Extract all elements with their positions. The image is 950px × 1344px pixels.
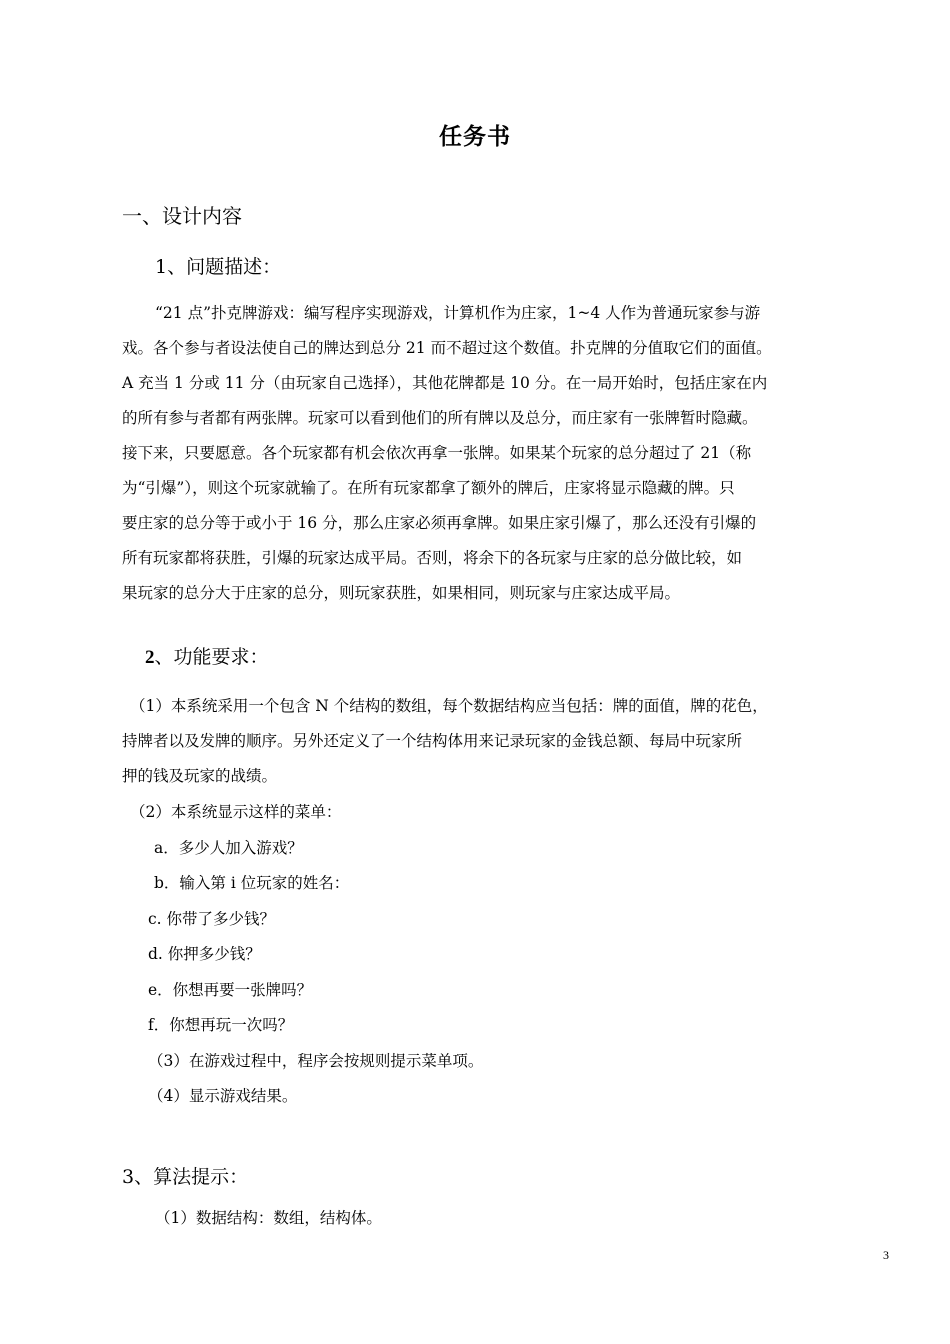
paragraph-line: 戏。各个参与者设法使自己的牌达到总分 21 而不超过这个数值。扑克牌的分值取它们的面值。	[122, 339, 772, 357]
list-item: f．你想再玩一次吗？	[148, 1016, 294, 1034]
subheading-number: 2	[145, 647, 155, 668]
paragraph-line: 要庄家的总分等于或小于 16 分，那么庄家必须再拿牌。如果庄家引爆了，那么还没有引爆的	[122, 514, 757, 532]
page-number: 3	[883, 1248, 889, 1262]
subheading-problem-description: 1、问题描述：	[155, 256, 282, 278]
paragraph-line: 押的钱及玩家的战绩。	[122, 767, 278, 785]
paragraph-line: 所有玩家都将获胜，引爆的玩家达成平局。否则，将余下的各玩家与庄家的总分做比较，如	[122, 549, 743, 567]
problem-description-paragraph	[122, 296, 892, 611]
subheading-functional-requirements	[145, 642, 269, 669]
paragraph-line: “21 点”扑克牌游戏：编写程序实现游戏，计算机作为庄家，1~4 人作为普通玩家参与游	[155, 304, 761, 322]
list-item: （3）在游戏过程中，程序会按规则提示菜单项。	[148, 1051, 484, 1070]
list-item: （2）本系统显示这样的菜单：	[130, 803, 342, 821]
list-item: （4）显示游戏结果。	[148, 1087, 298, 1105]
requirement-1-paragraph	[122, 689, 900, 794]
paragraph-line: 为“引爆”），则这个玩家就输了。在所有玩家都拿了额外的牌后，庄家将显示隐藏的牌。只	[122, 479, 735, 497]
paragraph-line: （1）本系统采用一个包含 N 个结构的数组，每个数据结构应当包括：牌的面值，牌的花色，	[130, 697, 768, 715]
hint-data-structure: （1）数据结构：数组，结构体。	[155, 1209, 382, 1227]
paragraph-line: A 充当 1 分或 11 分（由玩家自己选择），其他花牌都是 10 分。在一局开始时，包括庄家在内	[122, 374, 768, 392]
menu-list	[130, 795, 483, 1115]
paragraph-line: 持牌者以及发牌的顺序。另外还定义了一个结构体用来记录玩家的金钱总额、每局中玩家所	[122, 732, 743, 750]
section-heading-design-content: 一、设计内容	[122, 204, 242, 228]
subheading-algorithm-hints: 3、算法提示：	[122, 1166, 249, 1188]
page-title: 任务书	[439, 124, 511, 150]
list-item: b．输入第 i 位玩家的姓名：	[154, 874, 350, 892]
paragraph-line: 的所有参与者都有两张牌。玩家可以看到他们的所有牌以及总分，而庄家有一张牌暂时隐藏。	[122, 409, 758, 427]
subheading-text: 、功能要求：	[154, 646, 269, 668]
list-item: d. 你押多少钱？	[148, 945, 261, 963]
paragraph-line: 接下来，只要愿意。各个玩家都有机会依次再拿一张牌。如果某个玩家的总分超过了 21（称	[122, 444, 752, 462]
list-item: c. 你带了多少钱？	[148, 909, 276, 928]
list-item: a．多少人加入游戏？	[154, 838, 303, 857]
paragraph-line: 果玩家的总分大于庄家的总分，则玩家获胜，如果相同，则玩家与庄家达成平局。	[122, 584, 681, 602]
list-item: e．你想再要一张牌吗？	[148, 980, 313, 999]
